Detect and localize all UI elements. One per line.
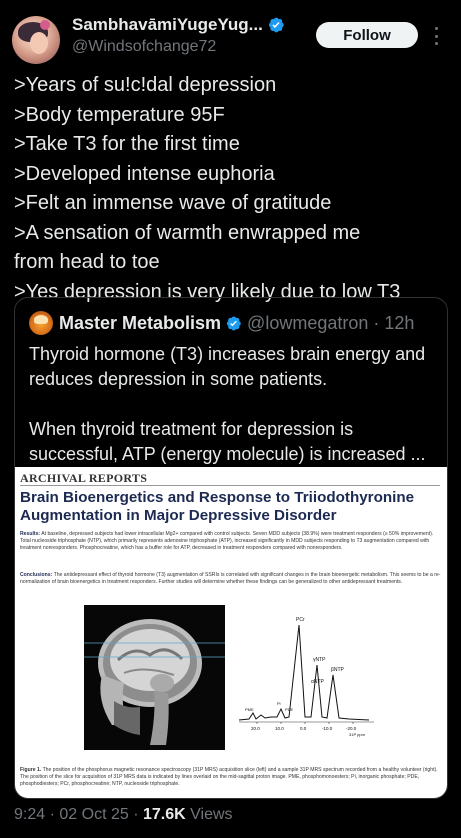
quoted-timestamp: 12h bbox=[384, 312, 415, 333]
peak-label: γNTP bbox=[313, 657, 326, 663]
dot-separator: · bbox=[49, 806, 60, 823]
views-count: 17.6K bbox=[142, 806, 186, 823]
conclusions-text: The antidepressant effect of thyroid hormone (T3) augmentation of SSRIs is correlated with significant changes in the brain bioenergetic metabolism. This seems to be a re-normalization of brain bioenergetics in treatment responders. Further studies will determine whether these findings can be generalized to other antidepressant treatments. bbox=[20, 572, 441, 585]
follow-button[interactable]: Follow bbox=[316, 22, 418, 48]
more-options-icon[interactable] bbox=[432, 27, 440, 45]
quoted-tweet-card[interactable] bbox=[14, 297, 448, 799]
tweet-line: >Take T3 for the first time bbox=[14, 133, 240, 155]
tweet-time[interactable]: 9:24 bbox=[14, 806, 46, 823]
author-handle[interactable]: @Windsofchange72 bbox=[72, 38, 217, 55]
peak-label: αNTP bbox=[311, 679, 324, 685]
quoted-media-image[interactable] bbox=[15, 467, 447, 799]
tick-label: 10.0 bbox=[275, 726, 284, 731]
tweet-line: >Yes depression is very likely due to low T3 bbox=[14, 280, 401, 303]
paper-conclusions bbox=[20, 572, 444, 586]
quoted-text-line: reduces depression in some patients. bbox=[29, 369, 328, 389]
paper-results bbox=[20, 531, 444, 552]
tick-label: -10.0 bbox=[322, 726, 333, 731]
paper-section-label: ARCHIVAL REPORTS bbox=[20, 471, 148, 485]
peak-label: PDE bbox=[285, 707, 294, 712]
tweet-line: >Felt an immense wave of gratitude bbox=[14, 192, 332, 214]
author-avatar[interactable] bbox=[12, 16, 60, 64]
mri-sagittal-image bbox=[84, 605, 225, 750]
paper-title bbox=[20, 489, 445, 525]
dot-separator: · bbox=[133, 806, 143, 823]
tick-label: -20.0 bbox=[346, 726, 357, 731]
tweet-line: from head to toe bbox=[14, 251, 160, 273]
caption-label: Figure 1. bbox=[20, 767, 42, 773]
peak-label: Pi bbox=[277, 701, 281, 706]
tweet-metadata bbox=[14, 806, 233, 824]
quoted-author-handle: @lowmegatron bbox=[247, 312, 369, 333]
quoted-text-line: When thyroid treatment for depression is bbox=[29, 419, 354, 439]
caption-text: The position of the phosphorus magnetic resonance spectroscopy (31P MRS) acquisition slice (left) and a sample 31P MRS spectrum recorded from a healthy volunteer (right). The position of the slice for acquisition of 31P MRS data is indicated by lines overlaid on the mid-sagittal proton image. PME, phosphomonoesters; Pi, inorganic phosphate; PDE, phosphodiesters; PCr, phosphocreatine; NTP, nucleoside triphosphate. bbox=[20, 767, 438, 787]
dot-separator: · bbox=[373, 312, 380, 333]
divider bbox=[20, 485, 440, 486]
tweet-line: >Developed intense euphoria bbox=[14, 162, 275, 185]
peak-label: PCr bbox=[296, 617, 305, 623]
tweet-date[interactable]: 02 Oct 25 bbox=[59, 806, 129, 823]
tweet-header bbox=[0, 0, 461, 72]
axis-unit-label: 31P ppm bbox=[349, 732, 365, 737]
tweet-line: >Body temperature 95F bbox=[14, 103, 225, 126]
tweet-text bbox=[14, 71, 454, 307]
paper-title-line: Brain Bioenergetics and Response to Triiodothyronine bbox=[20, 489, 415, 506]
quoted-tweet-text bbox=[29, 342, 439, 467]
tick-label: 20.0 bbox=[251, 726, 260, 731]
conclusions-label: Conclusions: bbox=[20, 572, 53, 578]
quoted-text-line: Thyroid hormone (T3) increases brain energy and bbox=[29, 344, 426, 364]
tick-label: 0.0 bbox=[300, 726, 307, 731]
paper-title-line: Augmentation in Major Depressive Disorder bbox=[20, 507, 337, 524]
results-label: Results: bbox=[20, 531, 41, 537]
peak-label: PME bbox=[245, 707, 254, 712]
views-label: Views bbox=[190, 806, 233, 823]
verified-badge-icon bbox=[267, 16, 285, 34]
quoted-text-line: successful, ATP (energy molecule) is increased ... bbox=[29, 444, 426, 464]
quoted-author-avatar bbox=[29, 311, 53, 335]
peak-label: βNTP bbox=[331, 667, 344, 673]
mrs-spectrum-plot bbox=[229, 605, 379, 755]
author-display-name[interactable]: SambhavāmiYugeYug... bbox=[72, 15, 263, 34]
quoted-author-name: Master Metabolism bbox=[59, 312, 222, 333]
tweet-line: >Years of su!c!dal depression bbox=[14, 74, 277, 96]
verified-badge-icon bbox=[225, 315, 242, 332]
results-text: At baseline, depressed subjects had lower intracellular Mg2+ compared with control subjects. Seven MDD subjects (38.9%) were treatment responders (≥ 50% improvement). Total nucleoside triphosphate (NTP), which primarily represents adenosine triphosphate (ATP), increased significantly in MDD subjects responding to T3 augmentation compared with treatment nonresponders. Phosphocreatine, which has a buffer role for ATP, decreased in treatment responders compared with nonresponders. bbox=[20, 531, 434, 551]
figure-caption bbox=[20, 767, 444, 787]
author-name-row[interactable] bbox=[72, 15, 285, 35]
tweet-line: >A sensation of warmth enwrapped me bbox=[14, 221, 361, 244]
quoted-tweet-header bbox=[29, 311, 414, 335]
